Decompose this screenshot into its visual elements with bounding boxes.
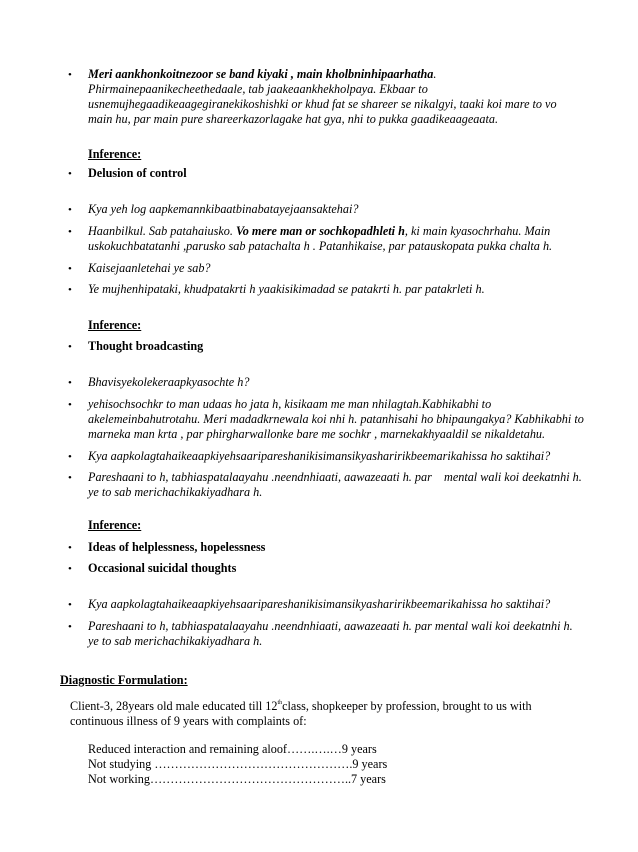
dialogue-text bbox=[88, 619, 608, 649]
dialogue-line: marneka man krta , par phirgharwallonke bare me sochkr , marnekakhyaaldil se nikaldetahu. bbox=[88, 427, 546, 441]
dialogue-text bbox=[88, 67, 608, 127]
dialogue-text bbox=[88, 470, 608, 500]
dialogue-text-part: Haanbilkul. Sab patahaiusko. bbox=[88, 224, 236, 238]
complaint-row: Not working…………………………………………..7 years bbox=[88, 772, 386, 786]
dialogue-line: Pareshaani to h, tabhiaspatalaayahu .neendnhiaati, aawazeaati h. par mental wali koi deekatnhi h. bbox=[88, 619, 573, 633]
bullet: • bbox=[68, 341, 72, 353]
dialogue-line: usnemujhegaadikeaagegiranekikoshishki or khud fat se shareer se nikalgyi, taaki koi mare to vo bbox=[88, 97, 557, 111]
inference-heading: Inference: bbox=[88, 147, 142, 161]
question-text: Bhavisyekolekeraapkyasochte h? bbox=[88, 375, 250, 389]
dialogue-line: ye to sab merichachikakiyadhara h. bbox=[88, 485, 263, 499]
inference-item: Delusion of control bbox=[88, 166, 187, 180]
bullet: • bbox=[68, 451, 72, 463]
dialogue-bold: Meri aankhonkoitnezoor se band kiyaki , main kholbninhipaarhatha bbox=[88, 67, 434, 81]
question-text: Kya aapkolagtahaikeaapkiyehsaaripareshanikisimansikyasharirikbeemarikahissa ho saktihai? bbox=[88, 597, 551, 611]
dialogue-line: yehisochsochkr to man udaas ho jata h, kisikaam me man nhilagtah.Kabhikabhi to bbox=[88, 397, 492, 411]
bullet: • bbox=[68, 377, 72, 389]
dialogue-line: Phirmainepaanikecheethedaale, tab jaakeaankhekholpaya. Ekbaar to bbox=[88, 82, 428, 96]
inference-item: Ideas of helplessness, hopelessness bbox=[88, 540, 266, 554]
dialogue-text bbox=[88, 224, 608, 254]
bullet: • bbox=[68, 226, 72, 238]
question-text: Kya aapkolagtahaikeaapkiyehsaaripareshanikisimansikyasharirikbeemarikahissa ho saktihai? bbox=[88, 449, 551, 463]
bullet: • bbox=[68, 472, 72, 484]
complaint-row: Not studying ………………………………………….9 years bbox=[88, 757, 388, 771]
inference-heading: Inference: bbox=[88, 518, 142, 532]
bullet: • bbox=[68, 204, 72, 216]
dialogue-bold: Vo mere man or sochkopadhleti h bbox=[235, 224, 405, 238]
ordinal-suffix: th bbox=[277, 700, 283, 706]
bullet: • bbox=[68, 69, 72, 81]
inference-item: Thought broadcasting bbox=[88, 339, 204, 353]
paragraph-line: continuous illness of 9 years with complaints of: bbox=[70, 714, 307, 728]
dialogue-text bbox=[88, 397, 608, 442]
question-text: Kaisejaanletehai ye sab? bbox=[88, 261, 211, 275]
bullet: • bbox=[68, 621, 72, 633]
bullet: • bbox=[68, 599, 72, 611]
paragraph-text: class, shopkeeper by profession, brought to us with bbox=[282, 699, 532, 713]
inference-heading: Inference: bbox=[88, 318, 142, 332]
diagnostic-paragraph bbox=[70, 699, 610, 729]
bullet: • bbox=[68, 399, 72, 411]
bullet: • bbox=[68, 263, 72, 275]
dialogue-line: main hu, par main pure shareerkazorlagake hat gya, nhi to pukka gaadikeaageaata. bbox=[88, 112, 499, 126]
dialogue-text: Ye mujhenhipataki, khudpatakrti h yaakisikimadad se patakrti h. par patakrleti h. bbox=[88, 282, 485, 296]
bullet: • bbox=[68, 563, 72, 575]
dialogue-text-part: , ki main kyasochrhahu. Main bbox=[404, 224, 551, 238]
dialogue-line: uskokuchbatatanhi ,parusko sab patachalta h . Patanhikaise, par patauskopata pukka chalta h. bbox=[88, 239, 553, 253]
bullet: • bbox=[68, 168, 72, 180]
bullet: • bbox=[68, 284, 72, 296]
dialogue-line: akelemeinbahutrotahu. Meri madadkrnewala koi nhi h. patanhisahi ho bhipaungakya? Kabhikabhi to bbox=[88, 412, 584, 426]
question-text: Kya yeh log aapkemannkibaatbinabatayejaansaktehai? bbox=[88, 202, 359, 216]
dialogue-line: ye to sab merichachikakiyadhara h. bbox=[88, 634, 263, 648]
dialogue-text-part: . bbox=[433, 67, 437, 81]
diagnostic-heading: Diagnostic Formulation: bbox=[60, 673, 188, 687]
dialogue-line: Pareshaani to h, tabhiaspatalaayahu .neendnhiaati, aawazeaati h. par mental wali koi deekatnhi h. bbox=[88, 470, 582, 484]
complaint-row: Reduced interaction and remaining aloof…….….…9 years bbox=[88, 742, 377, 756]
bullet: • bbox=[68, 542, 72, 554]
paragraph-text: Client-3, 28years old male educated till 12 bbox=[70, 699, 278, 713]
inference-item: Occasional suicidal thoughts bbox=[88, 561, 237, 575]
